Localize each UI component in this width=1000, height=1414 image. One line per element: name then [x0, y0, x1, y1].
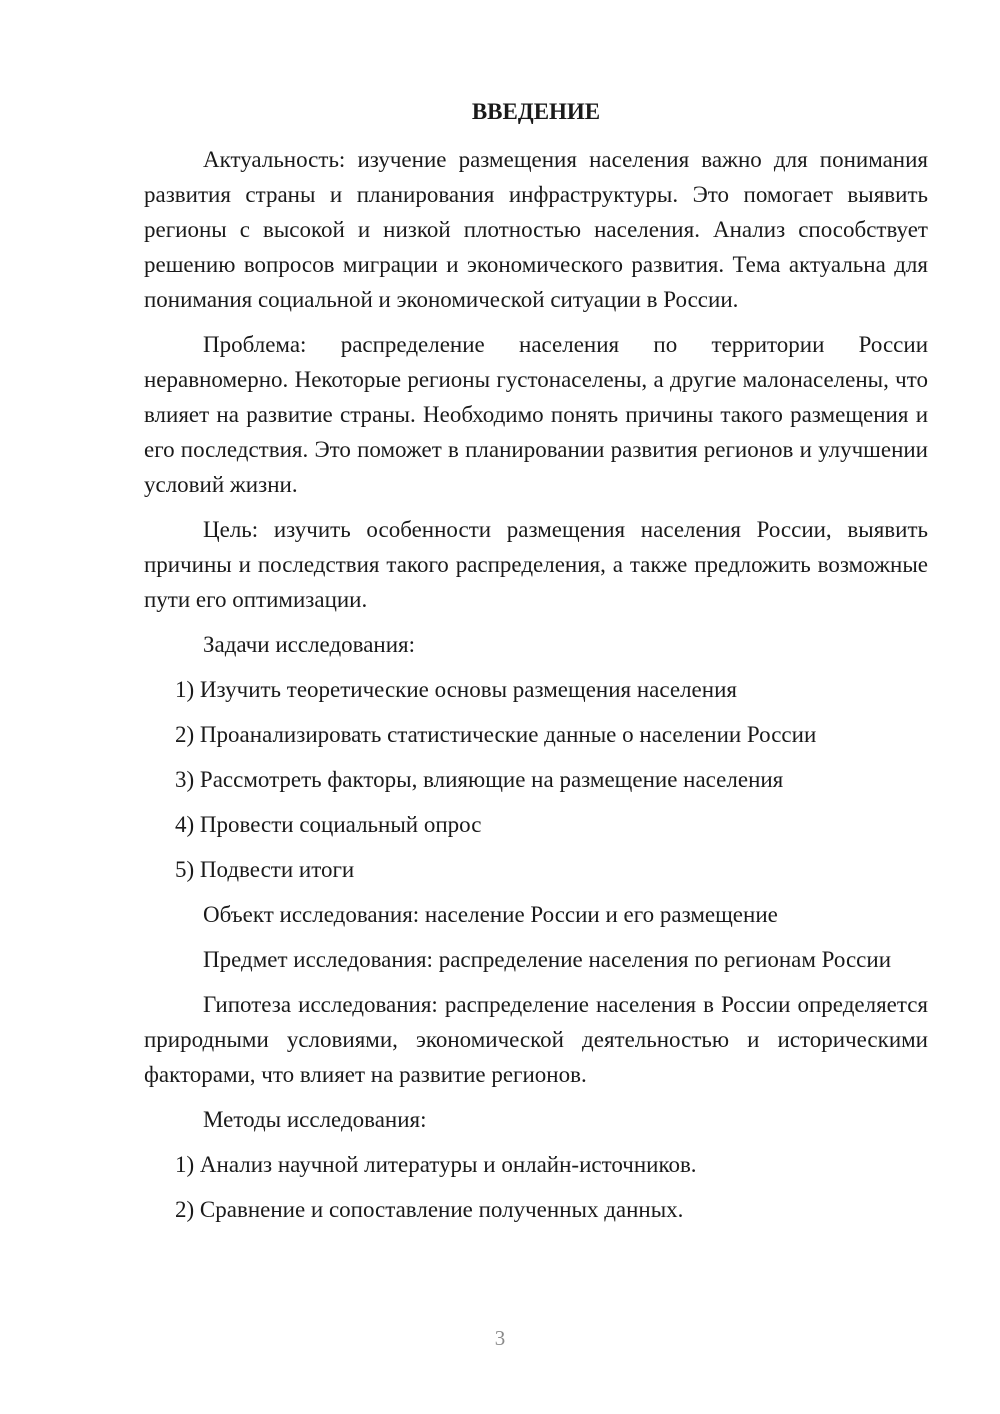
hypothesis-paragraph: Гипотеза исследования: распределение населения в России определяется природными условиями, экономической деятельностью и историческими факторами, что влияет на развитие регионов. [144, 992, 928, 1087]
list-item: 1) Анализ научной литературы и онлайн-источников. [175, 1152, 697, 1177]
relevance-paragraph: Актуальность: изучение размещения населения важно для понимания развития страны и планирования инфраструктуры. Это помогает выявить регионы с высокой и низкой плотностью населения. Анализ способствует решению вопросов миграции и экономического развития. Тема актуальна для понимания социальной и экономической ситуации в России. [144, 147, 928, 312]
list-item: 3) Рассмотреть факторы, влияющие на размещение населения [175, 767, 784, 792]
list-item: 4) Провести социальный опрос [175, 812, 482, 837]
list-item: 2) Проанализировать статистические данные о населении России [175, 722, 817, 747]
page-title: ВВЕДЕНИЕ [471, 99, 601, 124]
document-page [144, 92, 928, 1237]
tasks-list [144, 672, 928, 887]
subject-paragraph: Предмет исследования: распределение населения по регионам России [203, 947, 892, 972]
problem-paragraph: Проблема: распределение населения по территории России неравномерно. Некоторые регионы густонаселены, а другие малонаселены, что влияет на развитие страны. Необходимо понять причины такого размещения и его последствия. Это поможет в планировании развития регионов и улучшении условий жизни. [144, 332, 928, 497]
methods-list [144, 1147, 928, 1227]
methods-heading: Методы исследования: [203, 1107, 427, 1132]
page-number: 3 [494, 1326, 506, 1350]
list-item: 2) Сравнение и сопоставление полученных данных. [175, 1197, 684, 1222]
goal-paragraph: Цель: изучить особенности размещения населения России, выявить причины и последствия такого распределения, а также предложить возможные пути его оптимизации. [144, 517, 928, 612]
list-item: 1) Изучить теоретические основы размещения населения [175, 677, 737, 702]
tasks-heading: Задачи исследования: [203, 632, 416, 657]
object-line: Объект исследования: население России и его размещение [203, 902, 778, 927]
list-item: 5) Подвести итоги [175, 857, 355, 882]
